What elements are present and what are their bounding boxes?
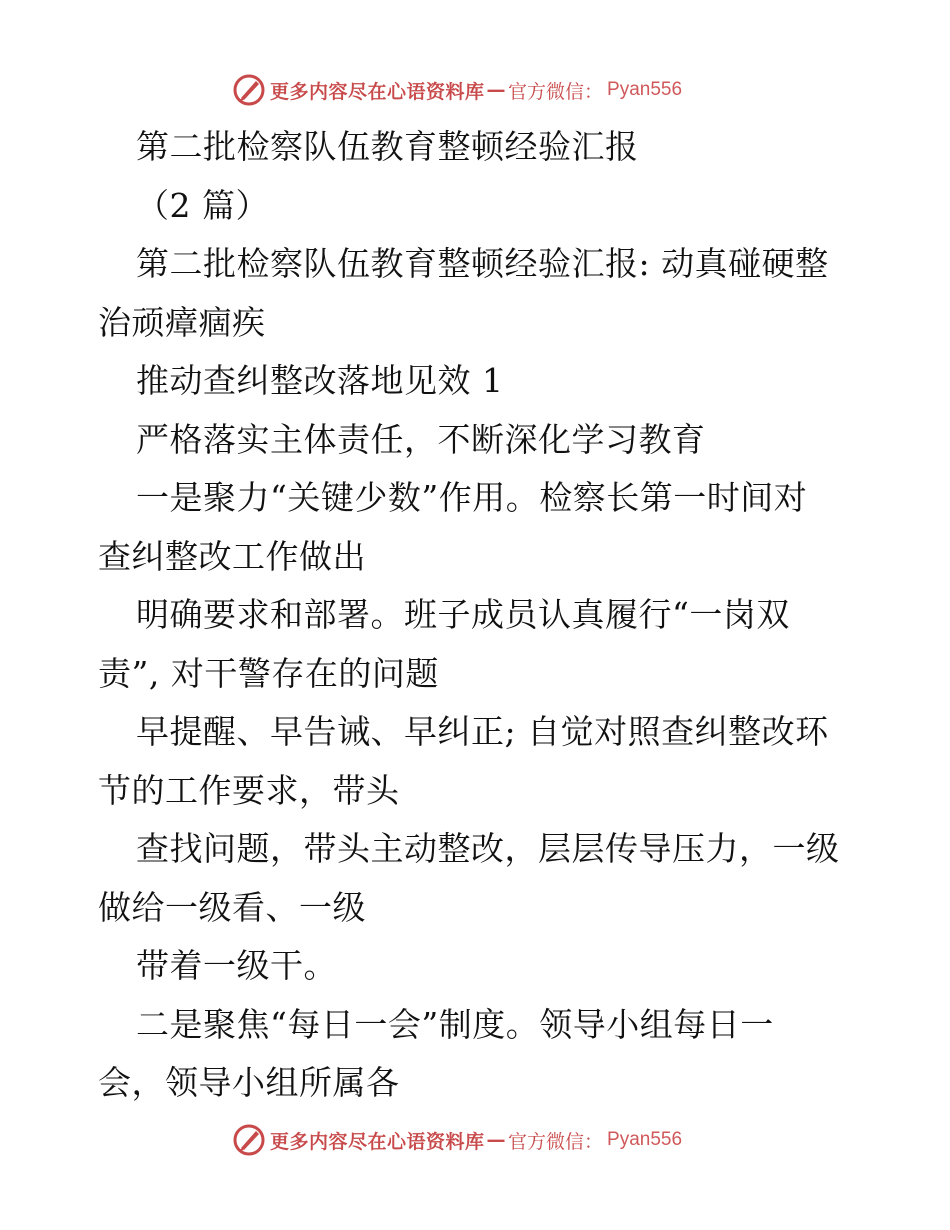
document-body [98,118,858,1113]
watermark-site-text: 更多内容尽在心语资料库 [270,80,485,103]
body-line: 一是聚力“关键少数”作用。检察长第一时间对 [136,478,808,517]
quill-seal-icon [232,1123,266,1157]
quill-seal-icon [232,73,266,107]
watermark-wechat-id: Pyan556 [607,1129,683,1150]
watermark-separator: — [486,79,507,101]
watermark-separator: — [486,1129,507,1151]
body-line: 严格落实主体责任，不断深化学习教育 [136,419,706,459]
watermark-wechat-label: 官方微信： [508,1130,604,1153]
document-subtitle: （2 篇） [136,185,269,225]
watermark-site-text: 更多内容尽在心语资料库 [270,1130,485,1153]
document-title: 第二批检察队伍教育整顿经验汇报 [136,127,639,166]
body-line: 明确要求和部署。班子成员认真履行“一岗双 [136,595,790,634]
body-line: 带着一级干。 [136,946,337,985]
body-line: 早提醒、早告诫、早纠正; 自觉对照查纠整改环 [136,712,829,751]
footer-watermark [232,1120,682,1160]
body-line: 节的工作要求，带头 [98,770,400,810]
watermark-wechat-label: 官方微信： [508,80,604,103]
body-line: 会，领导小组所属各 [98,1063,400,1102]
body-line: 查纠整改工作做出 [98,536,366,576]
body-line: 二是聚焦“每日一会”制度。领导小组每日一 [136,1004,774,1044]
body-line: 治顽瘴痼疾 [98,302,266,342]
body-line: 责”, 对干警存在的问题 [98,653,439,693]
header-watermark [232,70,682,110]
body-line: 做给一级看、一级 [98,887,366,927]
body-line: 第二批检察队伍教育整顿经验汇报: 动真碰硬整 [136,244,829,283]
body-line: 查找问题，带头主动整改，层层传导压力，一级 [136,829,840,868]
body-line: 推动查纠整改落地见效 1 [136,361,504,400]
watermark-wechat-id: Pyan556 [607,79,683,100]
